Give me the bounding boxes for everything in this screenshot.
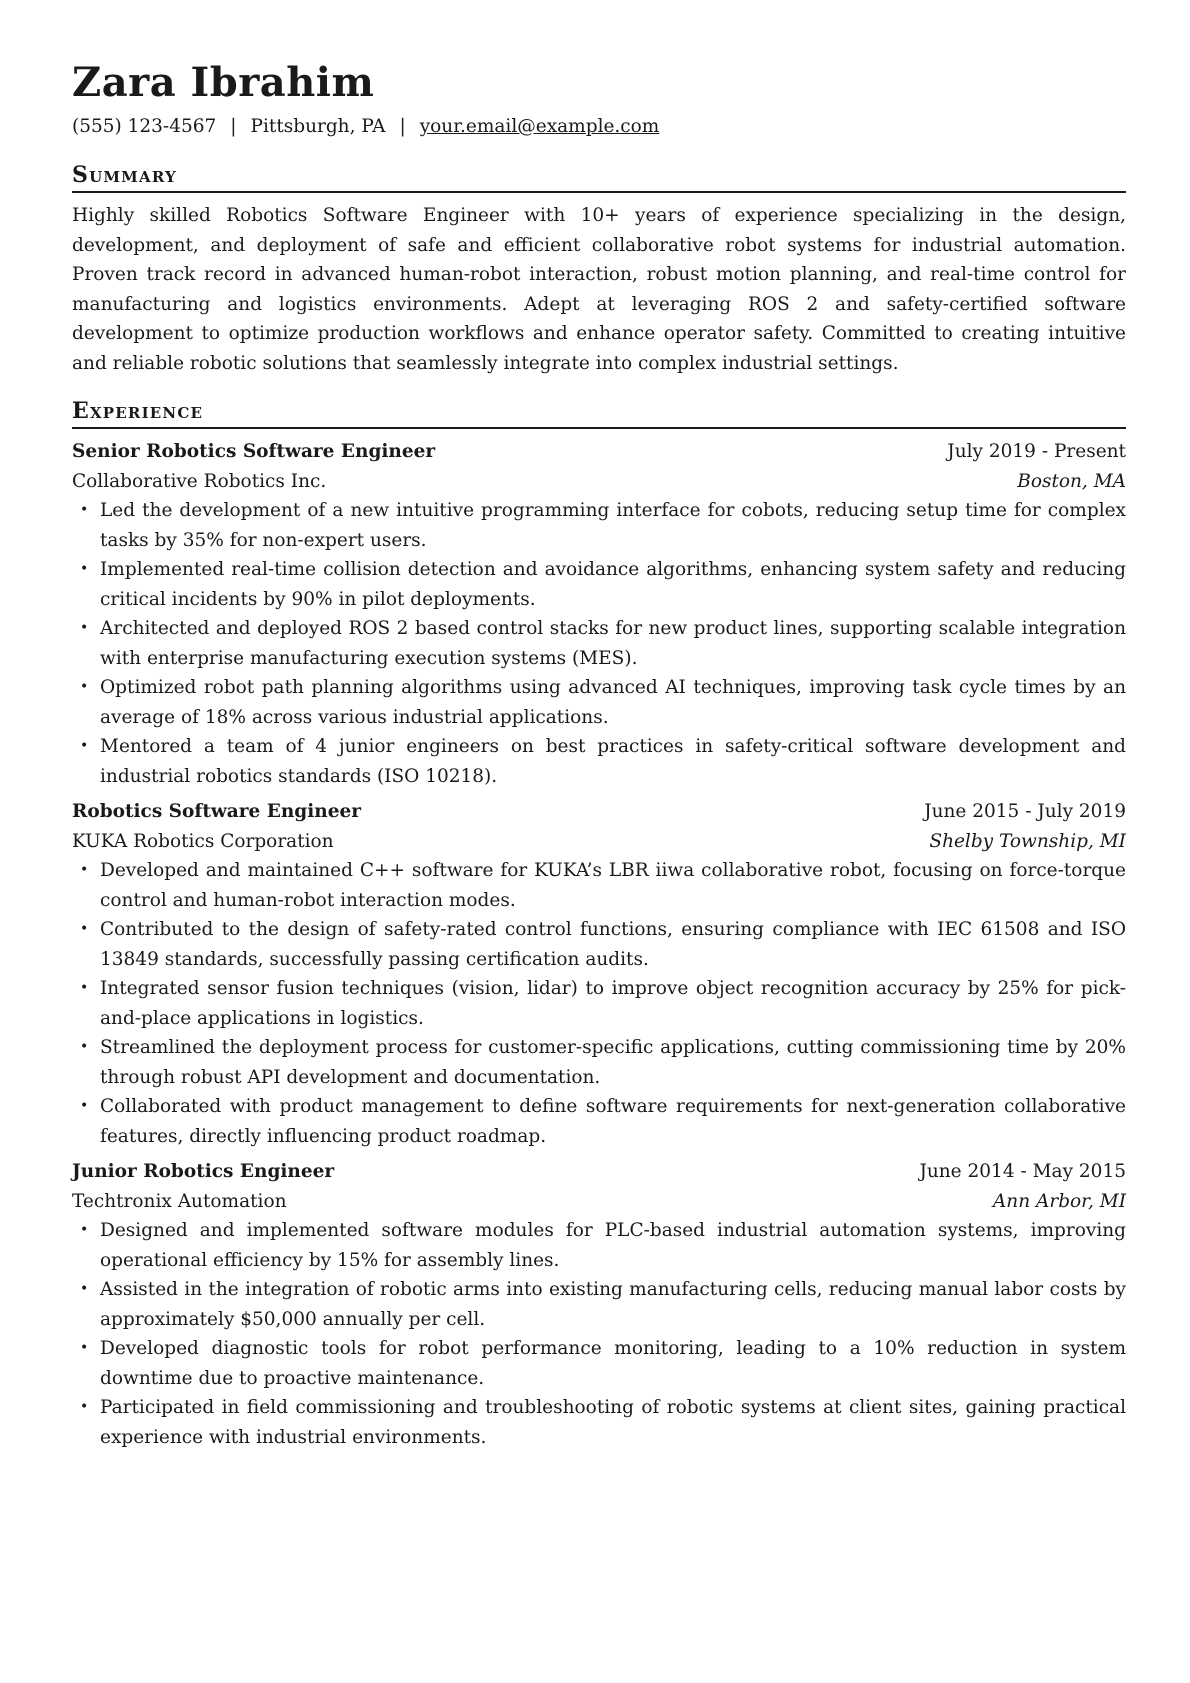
job-bullets <box>72 856 1126 1151</box>
bullet-item: • Contributed to the design of safety-rated control functions, ensuring compliance with IEC 61508 and ISO 13849 standards, successfully passing certification audits. <box>72 915 1126 974</box>
job-header-row <box>72 437 1126 467</box>
job-entry <box>72 437 1126 791</box>
summary-heading: Summary <box>72 162 1126 193</box>
email-link[interactable]: your.email@example.com <box>419 116 660 137</box>
job-dates: June 2014 - May 2015 <box>919 1161 1126 1182</box>
bullet-item: • Led the development of a new intuitive programming interface for cobots, reducing setup time for complex tasks by 35% for non-expert users. <box>72 496 1126 555</box>
bullet-dot-icon: • <box>80 738 89 754</box>
job-location: Shelby Township, MI <box>929 830 1126 852</box>
bullet-dot-icon: • <box>80 980 89 996</box>
job-dates: July 2019 - Present <box>947 441 1126 462</box>
bullet-item: • Streamlined the deployment process for customer-specific applications, cutting commissioning time by 20% through robust API development and documentation. <box>72 1033 1126 1092</box>
bullet-dot-icon: • <box>80 1340 89 1356</box>
summary-text: Highly skilled Robotics Software Engineer with 10+ years of experience specializing in the design, development, and deployment of safe and efficient collaborative robot systems for industrial automation. Proven track record in advanced human-robot interaction, robust motion planning, and real-time control for manufacturing and logistics environments. Adept at leveraging ROS 2 and safety-certified software development to optimize production workflows and enhance operator safety. Committed to creating intuitive and reliable robotic solutions that seamlessly integrate into complex industrial settings. <box>72 205 1126 374</box>
job-title: Senior Robotics Software Engineer <box>72 441 436 462</box>
bullet-dot-icon: • <box>80 1098 89 1114</box>
bullet-item: • Mentored a team of 4 junior engineers on best practices in safety-critical software development and industrial robotics standards (ISO 10218). <box>72 732 1126 791</box>
bullet-dot-icon: • <box>80 502 89 518</box>
bullet-dot-icon: • <box>80 620 89 636</box>
job-header-row <box>72 1157 1126 1187</box>
bullet-dot-icon: • <box>80 679 89 695</box>
bullet-dot-icon: • <box>80 1039 89 1055</box>
job-bullets <box>72 1216 1126 1452</box>
experience-list <box>72 437 1126 1452</box>
contact-line <box>72 114 1126 140</box>
job-entry <box>72 797 1126 1151</box>
experience-heading: Experience <box>72 398 1126 429</box>
bullet-item: • Developed and maintained C++ software for KUKA’s LBR iiwa collaborative robot, focusing on force-torque control and human-robot interaction modes. <box>72 856 1126 915</box>
job-title: Robotics Software Engineer <box>72 801 362 822</box>
job-company: KUKA Robotics Corporation <box>72 830 334 852</box>
job-company: Collaborative Robotics Inc. <box>72 470 327 492</box>
resume-page <box>72 60 1126 1458</box>
phone-number: (555) 123-4567 <box>72 116 217 137</box>
job-company: Techtronix Automation <box>72 1190 287 1212</box>
bullet-item: • Participated in field commissioning and troubleshooting of robotic systems at client sites, gaining practical experience with industrial environments. <box>72 1393 1126 1452</box>
bullet-dot-icon: • <box>80 862 89 878</box>
job-bullets <box>72 496 1126 791</box>
bullet-dot-icon: • <box>80 561 89 577</box>
bullet-item: • Assisted in the integration of robotic arms into existing manufacturing cells, reducing manual labor costs by approximately $50,000 annually per cell. <box>72 1275 1126 1334</box>
bullet-item: • Implemented real-time collision detection and avoidance algorithms, enhancing system safety and reducing critical incidents by 90% in pilot deployments. <box>72 555 1126 614</box>
job-location: Ann Arbor, MI <box>992 1190 1126 1212</box>
bullet-item: • Collaborated with product management to define software requirements for next-generation collaborative features, directly influencing product roadmap. <box>72 1092 1126 1151</box>
job-dates: June 2015 - July 2019 <box>924 801 1126 822</box>
contact-separator: | <box>230 116 237 137</box>
bullet-item: • Architected and deployed ROS 2 based control stacks for new product lines, supporting scalable integration with enterprise manufacturing execution systems (MES). <box>72 614 1126 673</box>
bullet-item: • Designed and implemented software modules for PLC-based industrial automation systems, improving operational efficiency by 15% for assembly lines. <box>72 1216 1126 1275</box>
job-header-row <box>72 797 1126 827</box>
job-company-row <box>72 1187 1126 1217</box>
bullet-item: • Integrated sensor fusion techniques (vision, lidar) to improve object recognition accuracy by 25% for pick-and-place applications in logistics. <box>72 974 1126 1033</box>
job-title: Junior Robotics Engineer <box>72 1161 335 1182</box>
job-location: Boston, MA <box>1017 470 1126 492</box>
job-entry <box>72 1157 1126 1452</box>
bullet-dot-icon: • <box>80 1281 89 1297</box>
candidate-name: Zara Ibrahim <box>72 59 375 106</box>
bullet-dot-icon: • <box>80 1399 89 1415</box>
bullet-item: • Optimized robot path planning algorithms using advanced AI techniques, improving task cycle times by an average of 18% across various industrial applications. <box>72 673 1126 732</box>
job-company-row <box>72 467 1126 497</box>
contact-separator: | <box>399 116 406 137</box>
location-text: Pittsburgh, PA <box>250 116 386 137</box>
bullet-dot-icon: • <box>80 1222 89 1238</box>
job-company-row <box>72 827 1126 857</box>
bullet-item: • Developed diagnostic tools for robot performance monitoring, leading to a 10% reduction in system downtime due to proactive maintenance. <box>72 1334 1126 1393</box>
bullet-dot-icon: • <box>80 921 89 937</box>
